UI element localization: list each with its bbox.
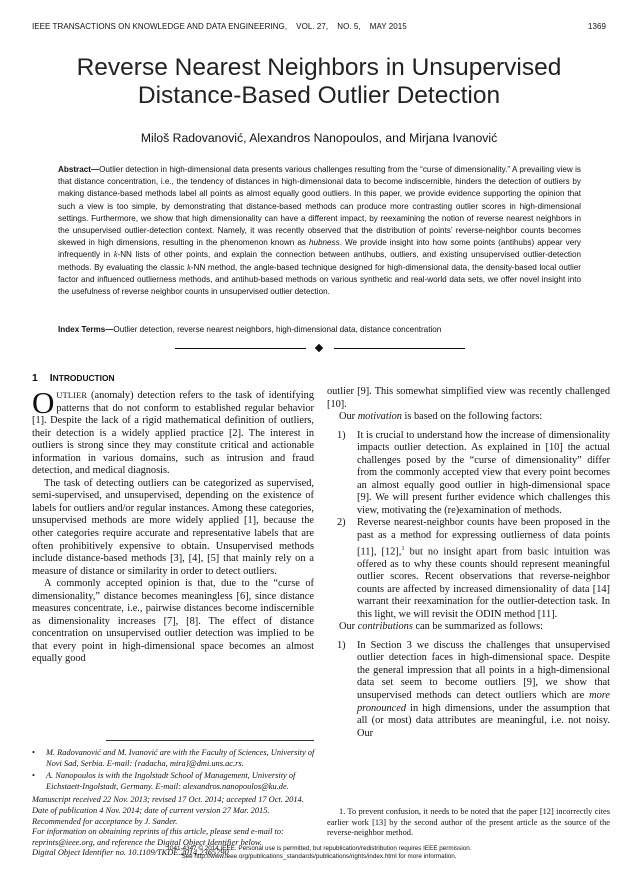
list-item-text: in high dimensions, under the assumption that all (or most) data attributes are meaningful, i.e. not noisy. Our bbox=[357, 702, 610, 739]
section-heading bbox=[32, 372, 314, 384]
section-title-initial: I bbox=[49, 373, 53, 384]
list-item bbox=[327, 640, 610, 740]
right-column bbox=[327, 386, 610, 740]
list-item bbox=[327, 430, 610, 518]
footnote-text: 1. To prevent confusion, it needs to be noted that the paper [12] incorrectly cites earlier work [13] by the second author of the present article as the source of the reverse-neighbor method. bbox=[327, 807, 610, 838]
index-terms-label: Index Terms bbox=[58, 325, 106, 334]
recommended-by: Recommended for acceptance by J. Sander. bbox=[32, 816, 178, 826]
author-list: Miloš Radovanović, Alexandros Nanopoulos, and Mirjana Ivanović bbox=[140, 131, 498, 145]
index-terms: Index Terms—Outlier detection, reverse nearest neighbors, high-dimensional data, distance concentration bbox=[58, 325, 442, 334]
footnote-marker: 1 bbox=[401, 544, 405, 552]
left-column bbox=[32, 373, 314, 666]
paragraph: Our contributions can be summarized as follows: bbox=[339, 621, 543, 633]
list-item-text: Reverse nearest-neighbor counts have been proposed in the past as a method for expressing outlierness of data points [11], [12], bbox=[357, 517, 610, 557]
abstract-symbol-k: k bbox=[187, 262, 191, 272]
doi: Digital Object Identifier no. 10.1109/TKDE.2014.2365790 bbox=[32, 848, 229, 858]
list-item-text: but no insight apart from basic intuition was offered as to why these counts should represent meaningful outlier scores. Recent observations that reverse-neighbor counts are affected by increased dimensionality of data [14] warrant their reexamination for the outlier-detection task. In this light, we will revisit the ODIN method [11]. bbox=[357, 546, 610, 620]
affiliation-item: • M. Radovanović and M. Ivanović are with the Faculty of Sciences, University of Novi Sad, Serbia. E-mail: {radacha, mira}@dmi.uns.ac.rs. bbox=[32, 748, 316, 769]
emphasis: motivation bbox=[357, 411, 402, 423]
footnote bbox=[327, 807, 610, 839]
copyright-line: 1041-4347 © 2014 IEEE. Personal use is permitted, but republication/redistribution requires IEEE permission. bbox=[166, 845, 472, 852]
title-line-2: Distance-Based Outlier Detection bbox=[137, 82, 501, 109]
footnote-rule bbox=[106, 740, 314, 741]
abstract-text: . We provide insight into how some points (antihubs) appear very infrequently in bbox=[58, 238, 581, 260]
emphasis: more pronounced bbox=[357, 690, 610, 714]
abstract-text: -NN method, the angle-based technique designed for high-dimensional data, the density-based local outlier factor and influenced outlierness methods, and antihub-based methods on various synthetic and real-world data sets, we offer novel insight into the usefulness of reverse neighbor counts in unsupervised outlier detection. bbox=[58, 262, 582, 297]
section-divider bbox=[175, 344, 465, 353]
copyright-line: See http://www.ieee.org/publications_standards/publications/rights/index.html for more information. bbox=[181, 853, 457, 861]
list-number: 1) bbox=[337, 639, 346, 651]
copyright-notice bbox=[20, 845, 618, 862]
paragraph: The task of detecting outliers can be categorized as supervised, semi-supervised, and unsupervised, depending on the existence of labels for outliers and/or regular instances. Among these categories, unsupervised methods are more widely applied [1], because the other categories require accurate and representative labels that are often prohibitively expensive to obtain. Unsupervised methods include distance-based methods [3], [4], [5] that mainly rely on a measure of distance or similarity in order to detect outliers. bbox=[32, 477, 314, 577]
diamond-icon bbox=[315, 344, 323, 352]
emphasis: contributions bbox=[357, 621, 413, 633]
abstract-text: Outlier detection in high-dimensional data presents various challenges resulting from the “curse of dimensionality.” A prevailing view is that distance concentration, i.e., the tendency of distances in high-dimensional data to become indiscernible, hinders the detection of outliers by making distance-based methods label all points as almost equally good outliers. In this paper, we provide evidence supporting the opinion that such a view is too simple, by demonstrating that distance-based methods can produce more contrasting outlier scores in high-dimensional settings. Furthermore, we show that high dimensionality can have a different impact, by reexamining the notion of reverse nearest neighbors in the unsupervised outlier-detection context. Namely, it was recently observed that the distribution of points’ reverse-neighbor counts becomes skewed in high dimensions, resulting in the phenomenon known as bbox=[58, 165, 581, 248]
small-caps-word: UTLIER bbox=[56, 391, 88, 400]
drop-cap: O bbox=[32, 385, 55, 420]
abstract: Abstract—Outlier detection in high-dimensional data presents various challenges resulting from the “curse of dimensionality.” A prevailing view is that distance concentration, i.e., the tendency of distances in high-dimensional data to become indiscernible, hinders the detection of outliers by making distance-based methods label all points as almost equally good outliers. In this paper, we provide evidence supporting the opinion that such a view is too simple, by demonstrating that distance-based methods can produce more contrasting outlier scores in high-dimensional settings. Furthermore, we show that high dimensionality can have a different impact, by reexamining the notion of reverse nearest neighbors in the unsupervised outlier-detection context. Namely, it was recently observed that the distribution of points’ reverse-neighbor counts becomes skewed in high dimensions, resulting in the phenomenon known as hubness. We provide insight into how some points (antihubs) appear very infrequently in k-NN lists of other points, and explain the connection between antihubs, outliers, and existing unsupervised outlier-detection methods. By evaluating the classic k-NN method, the angle-based technique designed for high-dimensional data, the density-based local outlier factor and influenced outlierness methods, and antihub-based methods on various synthetic and real-world data sets, we offer novel insight into the usefulness of reverse neighbor counts in unsupervised outlier detection. bbox=[58, 165, 582, 297]
index-terms-text: Outlier detection, reverse nearest neighbors, high-dimensional data, distance concentration bbox=[113, 325, 442, 334]
paragraph bbox=[32, 385, 314, 478]
list-item-text: It is crucial to understand how the increase of dimensionality impacts outlier detection. As explained in [10] the actual challenges posed by the “curse of dimensionality” differ from the commonly accepted view that every point becomes an almost equally good outlier in high-dimensional space [9]. We will present further evidence which challenges this view, motivating the (re)examination of methods. bbox=[357, 429, 610, 516]
paragraph-text: (anomaly) detection refers to the task of identifying patterns that do not conform to established regular behavior [1]. Despite the lack of a rigid mathematical definition of outliers, their detection is a widely applied practice [2]. The interest in outliers is strong since they may constitute critical and actionable information in various domains, such as intrusion and fraud detection, and medical diagnosis. bbox=[32, 390, 314, 477]
list-item-text: In Section 3 we discuss the challenges that unsupervised outlier detection faces in high-dimensional space. Despite the general impression that all points in a high-dimensional data set seem to become outliers [9], we show that unsupervised methods can detect outliers which are bbox=[357, 639, 610, 702]
list-item bbox=[327, 517, 610, 621]
section-title-rest: NTRODUCTION bbox=[52, 373, 115, 383]
journal-name: IEEE TRANSACTIONS ON KNOWLEDGE AND DATA ENGINEERING, VOL. 27, NO. 5, MAY 2015 bbox=[32, 22, 407, 31]
paragraph: Our motivation is based on the following factors: bbox=[339, 411, 543, 423]
paragraph: outlier [9]. This somewhat simplified view was recently challenged [10]. bbox=[327, 386, 610, 410]
abstract-symbol-k: k bbox=[113, 250, 118, 260]
running-head bbox=[32, 22, 606, 31]
page-number: 1369 bbox=[588, 22, 606, 31]
section-number: 1 bbox=[32, 373, 38, 384]
abstract-text: -NN lists of other points, and explain the connection between antihubs, outliers, and existing unsupervised outlier-detection methods. By evaluating the classic bbox=[58, 250, 581, 272]
affiliation-footnotes bbox=[32, 748, 316, 859]
abstract-term-hubness: hubness bbox=[308, 238, 340, 248]
affiliation-item: • A. Nanopoulos is with the Ingolstadt School of Management, University of Eichstaett-Ingolstadt, Germany. E-mail: alexandros.nanopoulos@ku.de. bbox=[32, 771, 316, 792]
manuscript-dates: Manuscript received 22 Nov. 2013; revised 17 Oct. 2014; accepted 17 Oct. 2014. Date of publication 4 Nov. 2014; date of current version 27 Mar. 2015. bbox=[32, 795, 304, 815]
reprints-info: For information on obtaining reprints of this article, please send e-mail to: reprints@ieee.org, and reference the Digital Object Identifier below. bbox=[32, 827, 284, 847]
paper-title bbox=[20, 54, 618, 110]
abstract-label: Abstract bbox=[58, 165, 91, 174]
title-line-1: Reverse Nearest Neighbors in Unsupervised bbox=[76, 54, 562, 81]
list-number: 1) bbox=[337, 429, 346, 441]
paragraph: A commonly accepted opinion is that, due to the “curse of dimensionality,” distance becomes meaningless [6], since distance measures concentrate, i.e., pairwise distances become indiscernible as dimensionality increases [7], [8]. The effect of distance concentration on unsupervised outlier detection was implied to be that every point in high-dimensional space becomes an almost equally good bbox=[32, 578, 314, 665]
list-number: 2) bbox=[337, 517, 346, 529]
